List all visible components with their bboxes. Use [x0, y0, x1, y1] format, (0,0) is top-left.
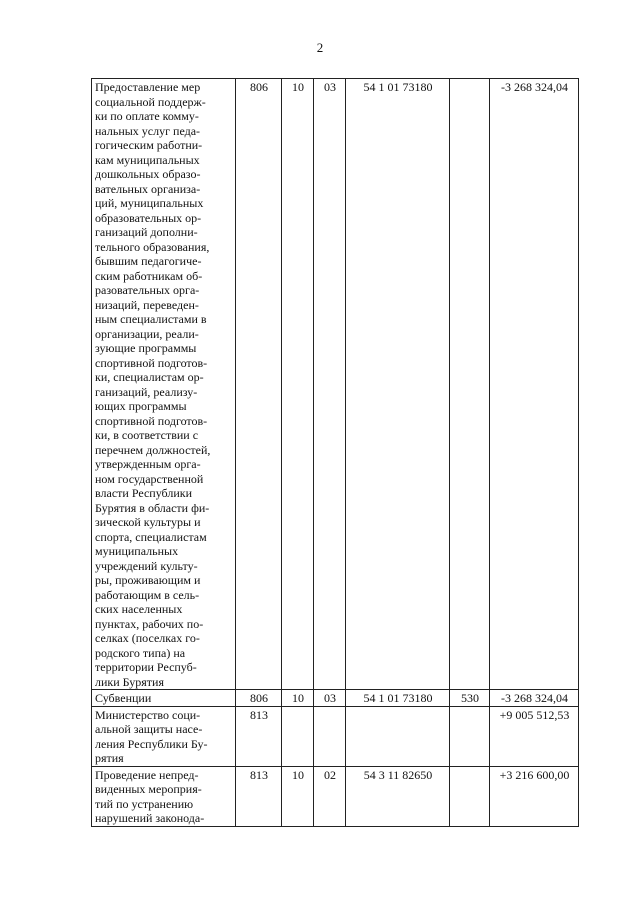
subsection-code-cell [314, 706, 346, 766]
amount-cell: +9 005 512,53 [490, 706, 579, 766]
expense-name-line: перечнем должностей, [95, 442, 211, 457]
expense-name-line: лики Бурятия [95, 674, 164, 689]
expense-name-line: Бурятия в области фи- [95, 500, 210, 515]
budget-table [91, 78, 579, 827]
expense-name-line: рятия [95, 751, 124, 765]
amount-cell: +3 216 600,00 [490, 766, 579, 826]
expense-name-line: спортивной подготов- [95, 413, 208, 428]
expense-name-line: образовательных ор- [95, 210, 202, 225]
expense-name-line: Министерство соци- [95, 707, 201, 722]
expense-name-line: утвержденным орга- [95, 457, 201, 471]
expense-name-line: ющих программы [95, 399, 187, 413]
expense-name-line: ским работникам об- [95, 268, 203, 283]
expense-name-line: зующие программы [95, 341, 197, 355]
expense-name-line: нальных услуг педа- [95, 123, 201, 138]
expense-name-line: ления Республики Бу- [95, 736, 208, 751]
expense-name-line: работающим в сель- [95, 587, 200, 602]
expense-name-cell [92, 690, 236, 707]
expense-name-line: Субвенции [95, 691, 152, 705]
ministry-code-cell: 806 [236, 690, 282, 707]
expense-type-cell [450, 706, 490, 766]
ministry-code-cell: 806 [236, 79, 282, 690]
expense-type-cell [450, 79, 490, 690]
expense-name-line: Проведение непред- [95, 767, 199, 782]
expense-name-line: дошкольных образо- [95, 167, 201, 181]
expense-name-line: гогическим работни- [95, 138, 203, 152]
expense-name-line: власти Республики [95, 486, 193, 500]
expense-name-line: Предоставление мер [95, 80, 201, 94]
expense-name-cell [92, 706, 236, 766]
expense-name-line: разовательных орга- [95, 283, 200, 297]
expense-name-line: ских населенных [95, 602, 183, 616]
section-code-cell: 10 [282, 766, 314, 826]
amount-cell: -3 268 324,04 [490, 690, 579, 707]
expense-type-cell: 530 [450, 690, 490, 707]
expense-name-line: ным специалистами в [95, 312, 207, 326]
amount-cell: -3 268 324,04 [490, 79, 579, 690]
expense-name-cell [92, 79, 236, 690]
ministry-code-cell: 813 [236, 706, 282, 766]
target-article-cell [346, 706, 450, 766]
expense-name-line: учреждений культу- [95, 558, 198, 573]
expense-name-line: ганизаций дополни- [95, 225, 198, 239]
subsection-code-cell: 03 [314, 79, 346, 690]
section-code-cell: 10 [282, 79, 314, 690]
table-row [92, 706, 579, 766]
expense-name-line: низаций, переведен- [95, 297, 199, 312]
ministry-code-cell: 813 [236, 766, 282, 826]
subsection-code-cell: 02 [314, 766, 346, 826]
expense-name-line: кам муниципальных [95, 152, 200, 167]
budget-table-body [92, 79, 579, 827]
expense-name-line: ки по оплате комму- [95, 109, 199, 123]
expense-name-line: спортивной подготов- [95, 355, 208, 370]
expense-type-cell [450, 766, 490, 826]
expense-name-line: бывшим педагогиче- [95, 254, 202, 268]
table-row [92, 690, 579, 707]
section-code-cell [282, 706, 314, 766]
expense-name-line: ций, муниципальных [95, 196, 204, 210]
expense-name-line: ганизаций, реализу- [95, 384, 198, 399]
expense-name-line: тельного образования, [95, 239, 210, 254]
expense-name-line: селках (поселках го- [95, 631, 200, 645]
expense-name-line: муниципальных [95, 544, 179, 558]
expense-name-line: организации, реали- [95, 326, 199, 341]
expense-name-line: территории Респуб- [95, 660, 197, 674]
target-article-cell: 54 1 01 73180 [346, 79, 450, 690]
expense-name-line: ки, в соответствии с [95, 428, 199, 442]
expense-name-line: родского типа) на [95, 645, 186, 660]
expense-name-line: вательных организа- [95, 181, 201, 196]
table-row [92, 766, 579, 826]
expense-name-cell [92, 766, 236, 826]
expense-name-line: ры, проживающим и [95, 573, 201, 587]
expense-name-line: пунктах, рабочих по- [95, 616, 204, 631]
expense-name-line: спорта, специалистам [95, 529, 207, 544]
expense-name-line: тий по устранению [95, 796, 194, 811]
expense-name-line: нарушений законода- [95, 811, 205, 825]
target-article-cell: 54 1 01 73180 [346, 690, 450, 707]
page-number: 2 [316, 40, 324, 55]
target-article-cell: 54 3 11 82650 [346, 766, 450, 826]
expense-name-line: ном государственной [95, 471, 204, 486]
subsection-code-cell: 03 [314, 690, 346, 707]
table-row [92, 79, 579, 690]
section-code-cell: 10 [282, 690, 314, 707]
expense-name-line: альной защиты насе- [95, 722, 203, 736]
expense-name-line: ки, специалистам ор- [95, 370, 204, 384]
expense-name-line: социальной поддерж- [95, 94, 206, 109]
expense-name-line: зической культуры и [95, 515, 201, 529]
expense-name-line: виденных мероприя- [95, 782, 202, 796]
